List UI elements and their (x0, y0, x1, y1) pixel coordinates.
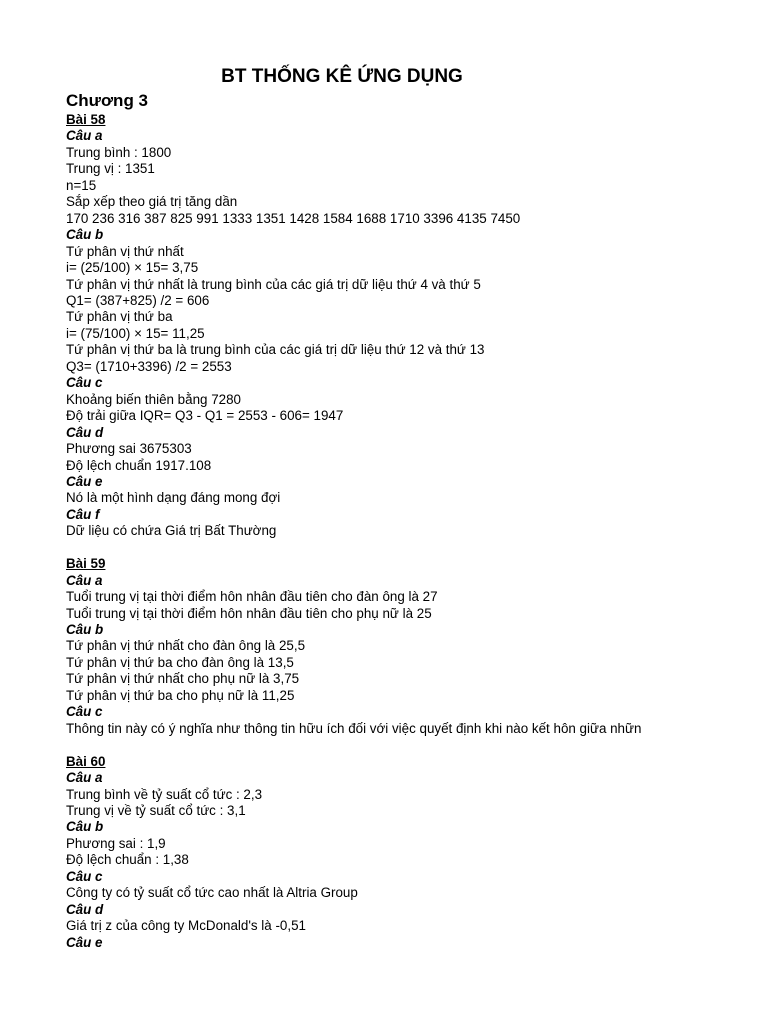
text-line: Sắp xếp theo giá trị tăng dần (66, 194, 238, 210)
question-label: Câu b (66, 227, 104, 243)
text-line: Trung vị về tỷ suất cổ tức : 3,1 (66, 803, 246, 818)
section-bai-60 (66, 754, 756, 951)
question-label: Câu b (66, 819, 104, 835)
text-line: Tứ phân vị thứ nhất cho đàn ông là 25,5 (66, 638, 306, 654)
section-bai-58 (66, 112, 756, 540)
text-line: Tuổi trung vị tại thời điểm hôn nhân đầu tiên cho đàn ông là 27 (66, 589, 438, 605)
text-line: Công ty có tỷ suất cổ tức cao nhất là Altria Group (66, 885, 358, 901)
text-line: Tứ phân vị thứ ba cho đàn ông là 13,5 (66, 654, 294, 670)
question-label: Câu e (66, 934, 103, 950)
text-line: n=15 (66, 177, 97, 193)
text-line: 170 236 316 387 825 991 1333 1351 1428 1584 1688 1710 3396 4135 7450 (66, 210, 521, 226)
text-line: Trung bình về tỷ suất cổ tức : 2,3 (66, 786, 263, 802)
text-line: Phương sai 3675303 (66, 441, 192, 457)
document-body (66, 90, 756, 951)
text-line: Q3= (1710+3396) /2 = 2553 (66, 358, 232, 374)
text-line: Giá trị z của công ty McDonald's là -0,51 (66, 918, 306, 934)
text-line: Phương sai : 1,9 (66, 835, 166, 851)
question-label: Câu d (66, 424, 104, 440)
text-line: Độ lệch chuẩn 1917.108 (66, 457, 212, 473)
question-label: Câu a (66, 572, 103, 588)
document-title: BT THỐNG KÊ ỨNG DỤNG (221, 66, 463, 87)
text-line: Dữ liệu có chứa Giá trị Bất Thường (66, 523, 277, 539)
section-bai-59 (66, 556, 756, 737)
question-label: Câu c (66, 704, 103, 720)
exercise-heading: Bài 59 (66, 556, 106, 572)
text-line: Thông tin này có ý nghĩa như thông tin hữu ích đối với việc quyết định khi nào kết hôn giữa nhữn (66, 720, 642, 736)
text-line: Tứ phân vị thứ nhất là trung bình của các giá trị dữ liệu thứ 4 và thứ 5 (66, 276, 481, 292)
question-label: Câu c (66, 868, 103, 884)
question-label: Câu e (66, 473, 103, 489)
text-line: Tứ phân vị thứ ba là trung bình của các giá trị dữ liệu thứ 12 và thứ 13 (66, 342, 485, 358)
text-line: Tứ phân vị thứ nhất (66, 243, 184, 259)
text-line: i= (75/100) × 15= 11,25 (66, 325, 205, 341)
exercise-heading: Bài 58 (66, 112, 106, 127)
text-line: Trung bình : 1800 (66, 144, 172, 160)
text-line: Tứ phân vị thứ ba (66, 309, 173, 325)
text-line: Tứ phân vị thứ nhất cho phụ nữ là 3,75 (66, 671, 300, 687)
text-line: i= (25/100) × 15= 3,75 (66, 260, 199, 276)
exercise-heading: Bài 60 (66, 753, 106, 769)
question-label: Câu a (66, 128, 103, 144)
text-line: Tuổi trung vị tại thời điểm hôn nhân đầu tiên cho phụ nữ là 25 (66, 605, 432, 621)
question-label: Câu d (66, 901, 104, 917)
text-line: Q1= (387+825) /2 = 606 (66, 292, 210, 308)
text-line: Độ trải giữa IQR= Q3 - Q1 = 2553 - 606= 1947 (66, 408, 344, 424)
question-label: Câu c (66, 375, 103, 391)
question-label: Câu f (66, 506, 100, 522)
text-line: Trung vị : 1351 (66, 161, 155, 177)
text-line: Nó là một hình dạng đáng mong đợi (66, 490, 281, 506)
chapter-heading: Chương 3 (66, 91, 149, 110)
section-spacer (66, 540, 756, 556)
text-line: Tứ phân vị thứ ba cho phụ nữ là 11,25 (66, 687, 295, 703)
text-line: Độ lệch chuẩn : 1,38 (66, 852, 189, 868)
section-spacer (66, 737, 756, 753)
question-label: Câu a (66, 770, 103, 786)
text-line: Khoảng biến thiên bằng 7280 (66, 391, 241, 407)
question-label: Câu b (66, 622, 104, 638)
